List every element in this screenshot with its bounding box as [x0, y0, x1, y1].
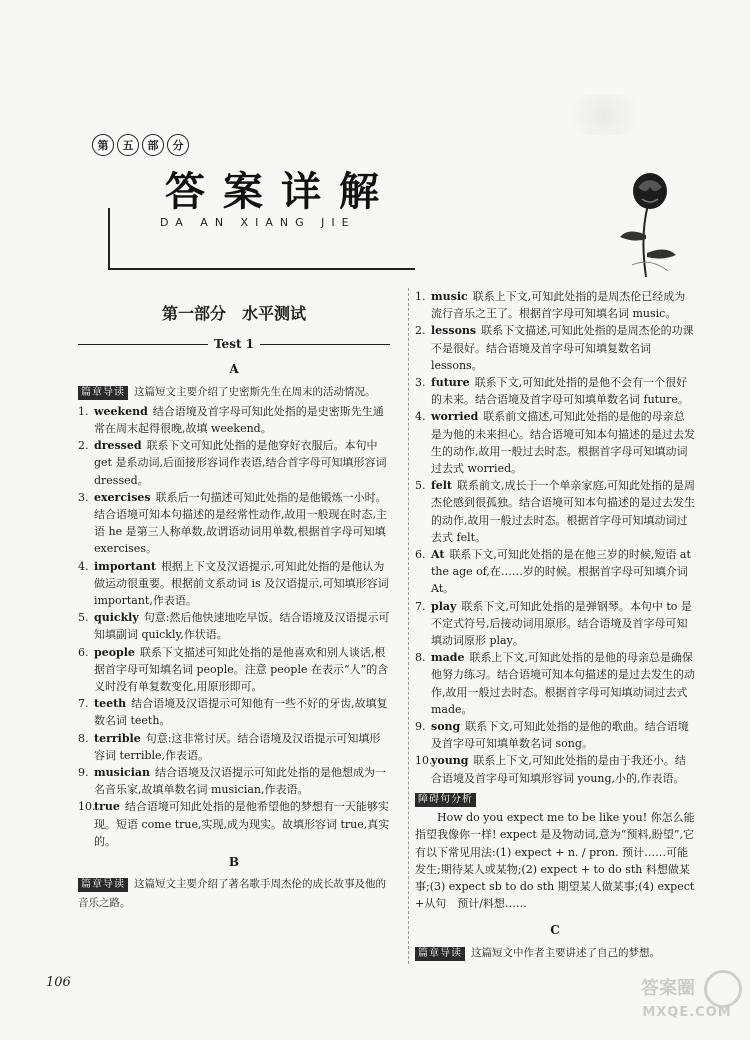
answer-word: future	[431, 376, 470, 390]
answer-explanation: 联系下文可知此处指的是他穿好衣服后。本句中 get 是系动词,后面接形容词作表语,结合首字母可知填形容词 dressed。	[94, 439, 387, 487]
item-number: 2.	[415, 324, 426, 338]
answer-explanation: 联系上下文,可知此处指的是他的母亲总是确保他努力练习。结合语境可知本句描述的是过去发生的动作,故用一般过去时态。根据首字母可知填动词过去式 made。	[431, 651, 695, 716]
answer-item	[415, 546, 695, 598]
item-number: 10.	[78, 800, 96, 814]
answer-word: quickly	[94, 611, 139, 625]
section-tag-char: 部	[142, 134, 164, 156]
answer-explanation: 联系下文,可知此处指的是在他三岁的时候,短语 at the age of,在……岁的时候。根据首字母可知填介词 At。	[431, 548, 691, 596]
answer-item	[78, 644, 390, 696]
answer-word: song	[431, 720, 461, 734]
answer-word: teeth	[94, 697, 127, 711]
answer-word: young	[431, 754, 469, 768]
item-number: 9.	[78, 766, 89, 780]
watermark-url: MXQE.COM	[642, 1005, 732, 1020]
passage-guide	[78, 383, 390, 401]
answer-word: play	[431, 599, 457, 613]
guide-text: 这篇短文主要介绍了著名歌手周杰伦的成长故事及他的音乐之路。	[78, 878, 386, 909]
analysis-text: How do you expect me to be like you! 你怎么能指望我像你一样! expect 是及物动词,意为“预料,盼望”,它有以下常见用法:(1) expect + n. / pron. 预计……可能发生;期待某人或某物;(2) expect + to do sth 料想做某事;(3) expect sb to do sth 期望某人做某事;(4) expect +从句 预计/料想……	[415, 811, 695, 911]
item-number: 9.	[415, 720, 426, 734]
item-number: 2.	[78, 439, 89, 453]
answer-explanation: 根据上下文及汉语提示,可知此处指的是他认为做运动很重要。根据前文系动词 is 及汉语提示,可知填形容词 important,作表语。	[94, 559, 389, 608]
divider	[260, 344, 390, 345]
item-number: 10.	[415, 754, 433, 768]
answer-explanation: 结合语境及汉语提示可知此处指的是他想成为一名音乐家,故填单数名词 musician,作表语。	[94, 766, 387, 797]
answer-item	[78, 695, 390, 729]
answer-explanation: 联系上下文,可知此处指的是周杰伦已经成为流行音乐之王了。根据首字母可知填名词 music。	[431, 290, 686, 321]
answer-explanation: 结合语境及首字母可知此处指的是史密斯先生通常在周末起得很晚,故填 weekend。	[94, 404, 384, 436]
answer-item	[415, 649, 695, 718]
passage-guide	[415, 944, 695, 962]
answer-item	[415, 598, 695, 650]
item-number: 6.	[415, 548, 426, 562]
answer-explanation: 联系下文描述可知此处指的是他喜欢和别人谈话,根据首字母可知填名词 people。注意 people 在表示“人”的含义时没有单复数变化,用原形即可。	[94, 645, 389, 694]
answer-explanation: 联系前文,成长于一个单亲家庭,可知此处指的是周杰伦感到很孤独。结合语境可知本句描述的是过去发生的动作,故用一般过去时态。根据首字母可知填动词过去式 felt。	[431, 479, 695, 544]
answer-explanation: 联系下文,可知此处指的是他的歌曲。结合语境及首字母可知填单数名词 song。	[431, 720, 689, 751]
answer-word: weekend	[94, 404, 148, 418]
watermark-text: 答案圈	[641, 978, 695, 999]
item-number: 4.	[415, 410, 426, 424]
guide-text: 这篇短文主要介绍了史密斯先生在周末的活动情况。	[134, 385, 376, 398]
answer-item	[415, 752, 695, 786]
test-heading	[78, 336, 390, 353]
guide-badge: 篇章导读	[78, 386, 128, 400]
answer-word: dressed	[94, 439, 142, 453]
item-number: 6.	[78, 645, 89, 659]
item-number: 5.	[415, 479, 426, 493]
item-number: 1.	[78, 404, 89, 418]
analysis-badge: 障碍句分析	[415, 793, 476, 807]
answer-explanation: 联系下文描述,可知此处指的是周杰伦的功课不是很好。结合语境及首字母可知填复数名词 lessons。	[431, 324, 694, 372]
answer-item	[415, 288, 695, 322]
divider	[78, 344, 208, 345]
left-column	[78, 285, 390, 914]
answer-explanation: 句意:然后他快速地吃早饭。结合语境及汉语提示可知填副词 quickly,作状语。	[94, 611, 390, 642]
answer-explanation: 联系前文描述,可知此处指的是他的母亲总是为他的未来担心。结合语境可知本句描述的是过去发生的动作,故用一般过去时态。根据首字母可知填动词过去式 worried。	[431, 410, 695, 476]
answer-item	[78, 609, 390, 643]
answer-explanation: 结合语境可知此处指的是他希望他的梦想有一天能够实现。短语 come true,实现,成为现实。故填形容词 true,真实的。	[94, 800, 390, 848]
answer-word: musician	[94, 766, 151, 780]
section-tag-char: 第	[92, 134, 114, 156]
answer-word: true	[94, 800, 120, 814]
answer-word: music	[431, 290, 468, 303]
answer-word: worried	[431, 410, 479, 424]
guide-badge: 篇章导读	[78, 878, 128, 892]
section-tag-char: 分	[167, 134, 189, 156]
passage-guide	[78, 875, 390, 911]
section-tag-char: 五	[117, 134, 139, 156]
guide-badge: 篇章导读	[415, 947, 465, 961]
watermark	[632, 970, 742, 1030]
answer-word: exercises	[94, 490, 151, 504]
item-number: 8.	[415, 651, 426, 665]
item-number: 8.	[78, 731, 89, 745]
answer-word: lessons	[431, 324, 477, 338]
item-number: 5.	[78, 611, 89, 625]
decorative-smudge	[560, 95, 650, 135]
answer-word: At	[431, 548, 445, 562]
answer-explanation: 句意:这非常讨厌。结合语境及汉语提示可知填形容词 terrible,作表语。	[94, 731, 381, 762]
part-title: 第一部分 水平测试	[161, 304, 306, 323]
answer-explanation: 联系下文,可知此处指的是弹钢琴。本句中 to 是不定式符号,后接动词用原形。结合语境及首字母可知填动词原形 play。	[431, 599, 692, 648]
section-letter-c: C	[550, 923, 560, 938]
answer-item	[78, 730, 390, 764]
section-letter-b: B	[228, 855, 240, 870]
answer-explanation: 结合语境及汉语提示可知他有一些不好的牙齿,故填复数名词 teeth。	[94, 697, 388, 728]
answer-item	[78, 764, 390, 798]
answer-word: terrible	[94, 731, 141, 745]
answer-item	[78, 489, 390, 558]
section-letter-a: A	[229, 362, 239, 377]
test-label: Test 1	[214, 337, 255, 352]
page-number: 106	[46, 975, 71, 990]
item-number: 3.	[78, 490, 89, 504]
answer-item	[78, 437, 390, 489]
answer-explanation: 联系上下文,可知此处指的是由于我还小。结合语境及首字母可知填形容词 young,小的,作表语。	[431, 754, 686, 785]
rose-icon	[610, 165, 685, 280]
answer-item	[78, 798, 390, 850]
difficult-sentence-analysis	[415, 790, 695, 807]
item-number: 7.	[78, 697, 89, 711]
answer-word: people	[94, 645, 135, 659]
section-tag	[92, 134, 189, 156]
title-pinyin: DA AN XIANG JIE	[160, 216, 356, 229]
answer-explanation: 联系后一句描述可知此处指的是他锻炼一小时。结合语境可知本句描述的是经常性动作,故用一般现在时态,主语 he 是第三人称单数,故谓语动词用单数,根据首字母可知填 exercises。	[94, 490, 387, 556]
answer-word: important	[94, 559, 156, 573]
answer-word: made	[431, 651, 465, 665]
answer-explanation: 联系下文,可知此处指的是他不会有一个很好的未来。结合语境及首字母可知填单数名词 future。	[431, 376, 689, 407]
watermark-logo-icon	[704, 970, 742, 1008]
answer-item	[78, 403, 390, 437]
answer-word: felt	[431, 479, 452, 493]
answer-item	[415, 408, 695, 477]
answer-item	[78, 558, 390, 610]
answer-item	[415, 477, 695, 546]
guide-text: 这篇短文中作者主要讲述了自己的梦想。	[471, 946, 660, 959]
page-title: 答案详解	[165, 169, 397, 215]
item-number: 7.	[415, 599, 426, 613]
item-number: 3.	[415, 376, 426, 390]
item-number: 4.	[78, 559, 89, 573]
answer-item	[415, 374, 695, 408]
answer-item	[415, 718, 695, 752]
answer-item	[415, 322, 695, 374]
item-number: 1.	[415, 290, 426, 303]
right-column	[408, 288, 695, 964]
